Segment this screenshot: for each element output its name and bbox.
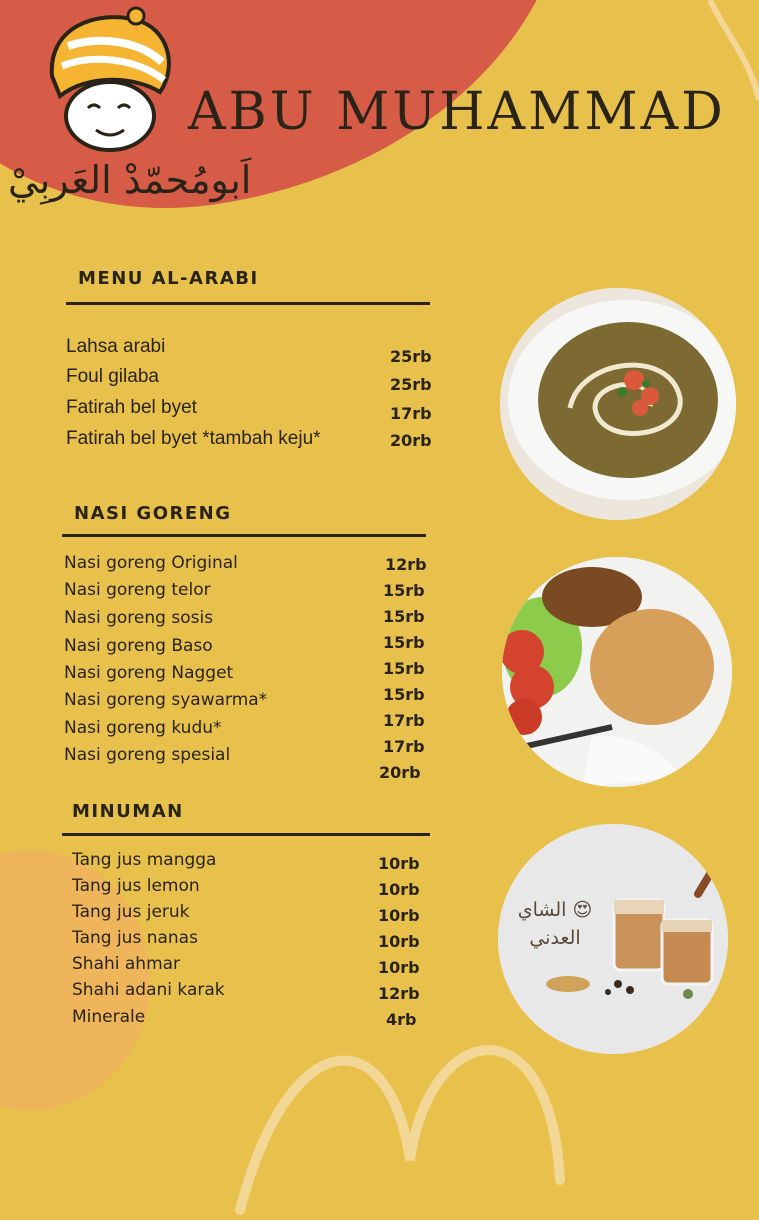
menu-item-name: Nasi goreng syawarma* xyxy=(64,690,268,710)
section-title-al-arabi: MENU AL-ARABI xyxy=(78,268,259,289)
menu-item-price: 12rb xyxy=(385,555,427,574)
menu-item-price: 17rb xyxy=(383,711,425,730)
menu-item-name: Minerale xyxy=(72,1007,146,1027)
brand-arabic-name: اَبومُحمّدْ العَربِيْ xyxy=(8,158,252,202)
menu-item-price: 25rb xyxy=(390,347,432,366)
menu-item-name: Fatirah bel byet *tambah keju* xyxy=(66,428,321,449)
menu-item-price: 15rb xyxy=(383,607,425,626)
menu-item-price: 17rb xyxy=(383,737,425,756)
photo-adeni-tea xyxy=(498,824,728,1054)
section-title-minuman: MINUMAN xyxy=(72,801,184,822)
tea-caption-line-2: العدني xyxy=(529,927,581,949)
menu-item-price: 10rb xyxy=(378,958,420,977)
menu-item-price: 15rb xyxy=(383,633,425,652)
menu-item-name: Nasi goreng sosis xyxy=(64,608,214,628)
menu-item-name: Nasi goreng Nagget xyxy=(64,663,234,683)
menu-item-price: 25rb xyxy=(390,375,432,394)
section-divider xyxy=(62,833,430,836)
menu-item-price: 20rb xyxy=(379,763,421,782)
menu-item-price: 10rb xyxy=(378,906,420,925)
menu-item-name: Nasi goreng telor xyxy=(64,580,211,600)
photo-lahsa-bowl xyxy=(500,288,736,520)
menu-item-price: 15rb xyxy=(383,685,425,704)
menu-item-name: Tang jus mangga xyxy=(72,850,217,870)
brand-name: ABU MUHAMMAD xyxy=(188,82,726,142)
menu-item-name: Fatirah bel byet xyxy=(66,397,197,418)
section-title-nasi-goreng: NASI GORENG xyxy=(74,503,232,524)
menu-item-price: 20rb xyxy=(390,431,432,450)
menu-item-price: 15rb xyxy=(383,659,425,678)
tea-caption-line-1: الشاي 😍 xyxy=(517,899,593,921)
menu-item-price: 10rb xyxy=(378,880,420,899)
section-divider xyxy=(62,534,426,537)
menu-item-name: Lahsa arabi xyxy=(66,336,166,357)
menu-item-name: Nasi goreng kudu* xyxy=(64,718,222,738)
menu-item-name: Foul gilaba xyxy=(66,366,159,387)
menu-item-name: Tang jus lemon xyxy=(72,876,200,896)
menu-item-name: Nasi goreng Original xyxy=(64,553,238,573)
menu-item-name: Nasi goreng Baso xyxy=(64,636,213,656)
menu-item-price: 10rb xyxy=(378,932,420,951)
menu-item-name: Shahi ahmar xyxy=(72,954,181,974)
menu-item-price: 10rb xyxy=(378,854,420,873)
menu-item-price: 4rb xyxy=(386,1010,417,1029)
photo-nasi-goreng-plate xyxy=(502,557,732,787)
menu-item-name: Shahi adani karak xyxy=(72,980,225,1000)
tea-caption xyxy=(508,896,602,952)
menu-item-price: 17rb xyxy=(390,404,432,423)
menu-item-name: Nasi goreng spesial xyxy=(64,745,231,765)
chef-mascot-logo xyxy=(38,6,178,156)
menu-item-name: Tang jus jeruk xyxy=(72,902,190,922)
menu-item-name: Tang jus nanas xyxy=(72,928,198,948)
section-divider xyxy=(66,302,430,305)
menu-item-price: 15rb xyxy=(383,581,425,600)
menu-item-price: 12rb xyxy=(378,984,420,1003)
